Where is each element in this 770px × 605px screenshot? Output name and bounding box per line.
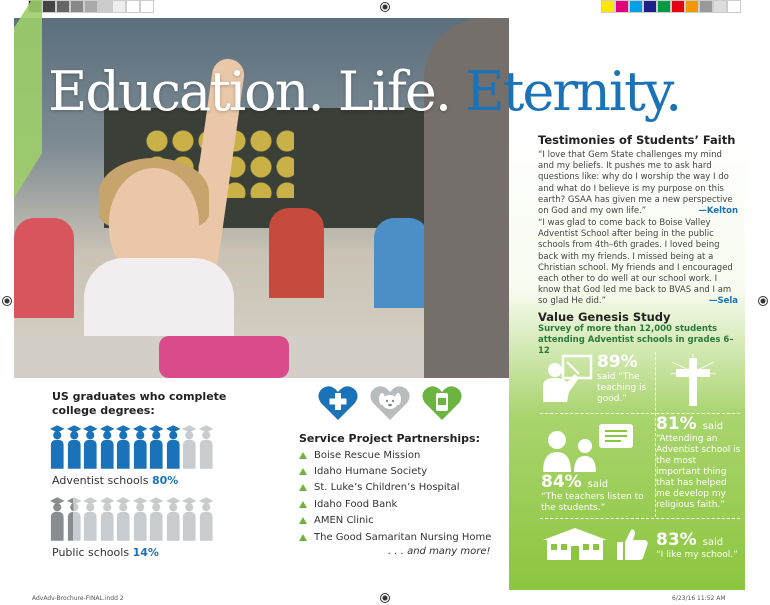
- crop-mark-left: [2, 296, 12, 306]
- triangle-bullet-icon: [299, 484, 307, 491]
- graduate-figure-icon: [182, 424, 197, 470]
- testimony-quote: “I love that Gem State challenges my mind and my beliefs. It pushes me to ask hard questions like: why do I worship the way I do and what do I believe is my purpose on this earth? GSAA has given me a new perspective on God and my own life.” —Kelton: [538, 150, 738, 217]
- public-graduates-pictogram: [50, 496, 213, 542]
- service-icons: [318, 384, 462, 422]
- graduate-figure-icon: [199, 424, 214, 470]
- headline: [48, 60, 680, 123]
- cross-icon: [668, 352, 718, 408]
- medical-cross-heart-icon: [318, 384, 358, 422]
- crop-mark-top: [380, 2, 390, 12]
- teacher-listening-icon: [543, 420, 638, 472]
- graduates-title: US graduates who complete college degrees:: [52, 390, 227, 417]
- graduate-figure-icon: [199, 496, 214, 542]
- list-item: Idaho Food Bank: [299, 496, 491, 512]
- dog-heart-icon: [370, 384, 410, 422]
- graduate-figure-icon: [133, 424, 148, 470]
- list-item: Boise Rescue Mission: [299, 447, 491, 463]
- stat-religious-faith: 81% said “Attending an Adventist school is the most important thing that has helped me develop my religious faith.”: [656, 414, 741, 510]
- triangle-bullet-icon: [299, 452, 307, 459]
- stat-teaching: 89% said “The teaching is good.”: [597, 352, 647, 404]
- graduate-figure-icon: [166, 424, 181, 470]
- testimony-quote: “I was glad to come back to Boise Valley Adventist School after being in the public schools from 4th–6th grades. I loved being back with my friends. I missed being at a Christian school. My friends and I encouraged each other to do well at our school work. I know that God led me back to BVAS and I am so glad He did.” —Sela: [538, 218, 738, 307]
- footer-file: AdvAdv-Brochure-FINAL.indd 2: [32, 595, 124, 602]
- list-item: Idaho Humane Society: [299, 463, 491, 479]
- testimonies-title: Testimonies of Students’ Faith: [538, 133, 736, 147]
- list-item: St. Luke’s Children’s Hospital: [299, 480, 491, 496]
- triangle-bullet-icon: [299, 534, 307, 541]
- service-title: Service Project Partnerships:: [299, 432, 481, 445]
- triangle-bullet-icon: [299, 468, 307, 475]
- value-genesis-title: Value Genesis Study: [538, 310, 671, 324]
- stat-teachers-listen: 84% said “The teachers listen to the students.”: [541, 472, 644, 513]
- value-genesis-subtitle: Survey of more than 12,000 students attending Adventist schools in grades 6–12: [538, 324, 734, 356]
- footer-timestamp: 6/23/16 11:52 AM: [672, 595, 726, 602]
- stat-like-school: 83% said “I like my school.”: [656, 530, 738, 560]
- graduate-figure-icon: [149, 496, 164, 542]
- list-item: AMEN Clinic: [299, 513, 491, 529]
- graduate-figure-icon: [116, 496, 131, 542]
- food-can-heart-icon: [422, 384, 462, 422]
- crop-mark-bottom: [380, 593, 390, 603]
- crop-mark-right: [758, 296, 768, 306]
- triangle-bullet-icon: [299, 517, 307, 524]
- headline-part1: Education. Life.: [48, 60, 466, 123]
- adventist-graduates-label: Adventist schools 80%: [52, 474, 179, 487]
- graduate-figure-icon: [83, 424, 98, 470]
- registration-bar-right: [601, 0, 741, 13]
- teacher-board-icon: [541, 352, 593, 404]
- graduate-figure-icon: [182, 496, 197, 542]
- graduate-figure-icon: [67, 424, 82, 470]
- service-more: . . . and many more!: [388, 546, 491, 557]
- divider: [540, 518, 740, 519]
- graduate-figure-icon: [100, 424, 115, 470]
- testimony-author: —Kelton: [698, 206, 738, 217]
- graduate-figure-icon: [100, 496, 115, 542]
- public-graduates-label: Public schools 14%: [52, 546, 159, 559]
- graduate-figure-icon: [133, 496, 148, 542]
- testimony-author: —Sela: [708, 296, 738, 307]
- school-thumbs-up-icon: [541, 524, 653, 560]
- graduate-figure-icon: [116, 424, 131, 470]
- graduate-figure-icon: [166, 496, 181, 542]
- service-list: [299, 447, 491, 545]
- registration-bar-left: [28, 0, 154, 13]
- adventist-graduates-pictogram: [50, 424, 213, 470]
- graduate-figure-icon: [50, 424, 65, 470]
- graduate-figure-icon: [83, 496, 98, 542]
- graduate-figure-icon: [149, 424, 164, 470]
- list-item: The Good Samaritan Nursing Home: [299, 529, 491, 545]
- triangle-bullet-icon: [299, 501, 307, 508]
- headline-part2: Eternity.: [465, 60, 681, 123]
- graduate-figure-icon: [67, 496, 82, 542]
- graduate-figure-icon: [50, 496, 65, 542]
